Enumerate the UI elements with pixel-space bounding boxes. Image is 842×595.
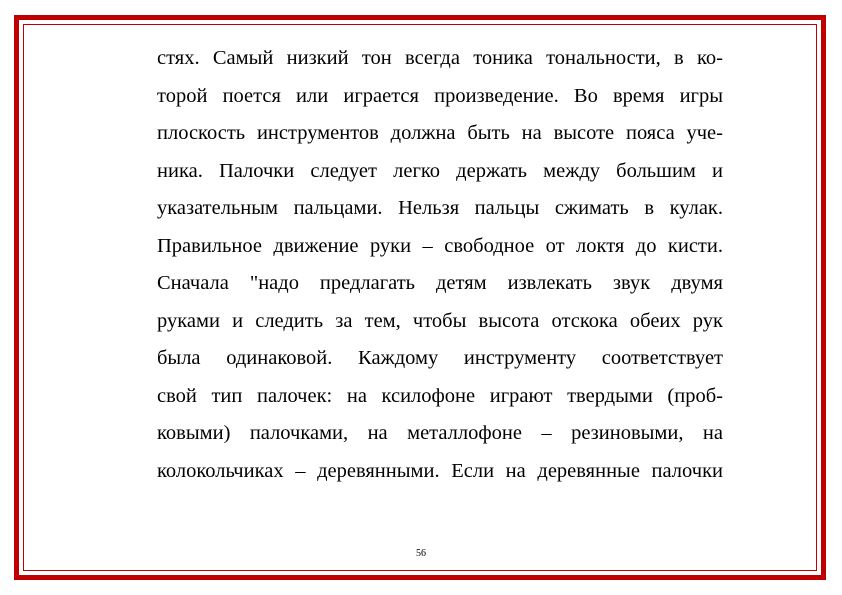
text-line: стях. Самый низкий тон всегда тоника тональности, в ко- [157,47,723,69]
text-line: плоскость инструментов должна быть на высоте пояса уче- [157,122,723,144]
text-line: ковыми) палочками, на металлофоне – резиновыми, на [157,422,723,444]
text-line: ника. Палочки следует легко держать между большим и [157,159,723,182]
body-text [157,40,723,490]
text-line: Сначала "надо предлагать детям извлекать звук двумя [157,272,723,294]
text-line: свой тип палочек: на ксилофоне играют твердыми (проб- [157,384,723,407]
text-line: Правильное движение руки – свободное от локтя до кисти. [157,234,723,257]
text-line: руками и следить за тем, чтобы высота отскока обеих рук [157,309,723,332]
text-line: была одинаковой. Каждому инструменту соответствует [157,347,723,369]
text-line: торой поется или играется произведение. Во время игры [157,84,723,107]
page-number: 56 [416,548,426,559]
text-line: колокольчиках – деревянными. Если на деревянные палочки [157,459,723,482]
text-line: указательным пальцами. Нельзя пальцы сжимать в кулак. [157,197,723,219]
